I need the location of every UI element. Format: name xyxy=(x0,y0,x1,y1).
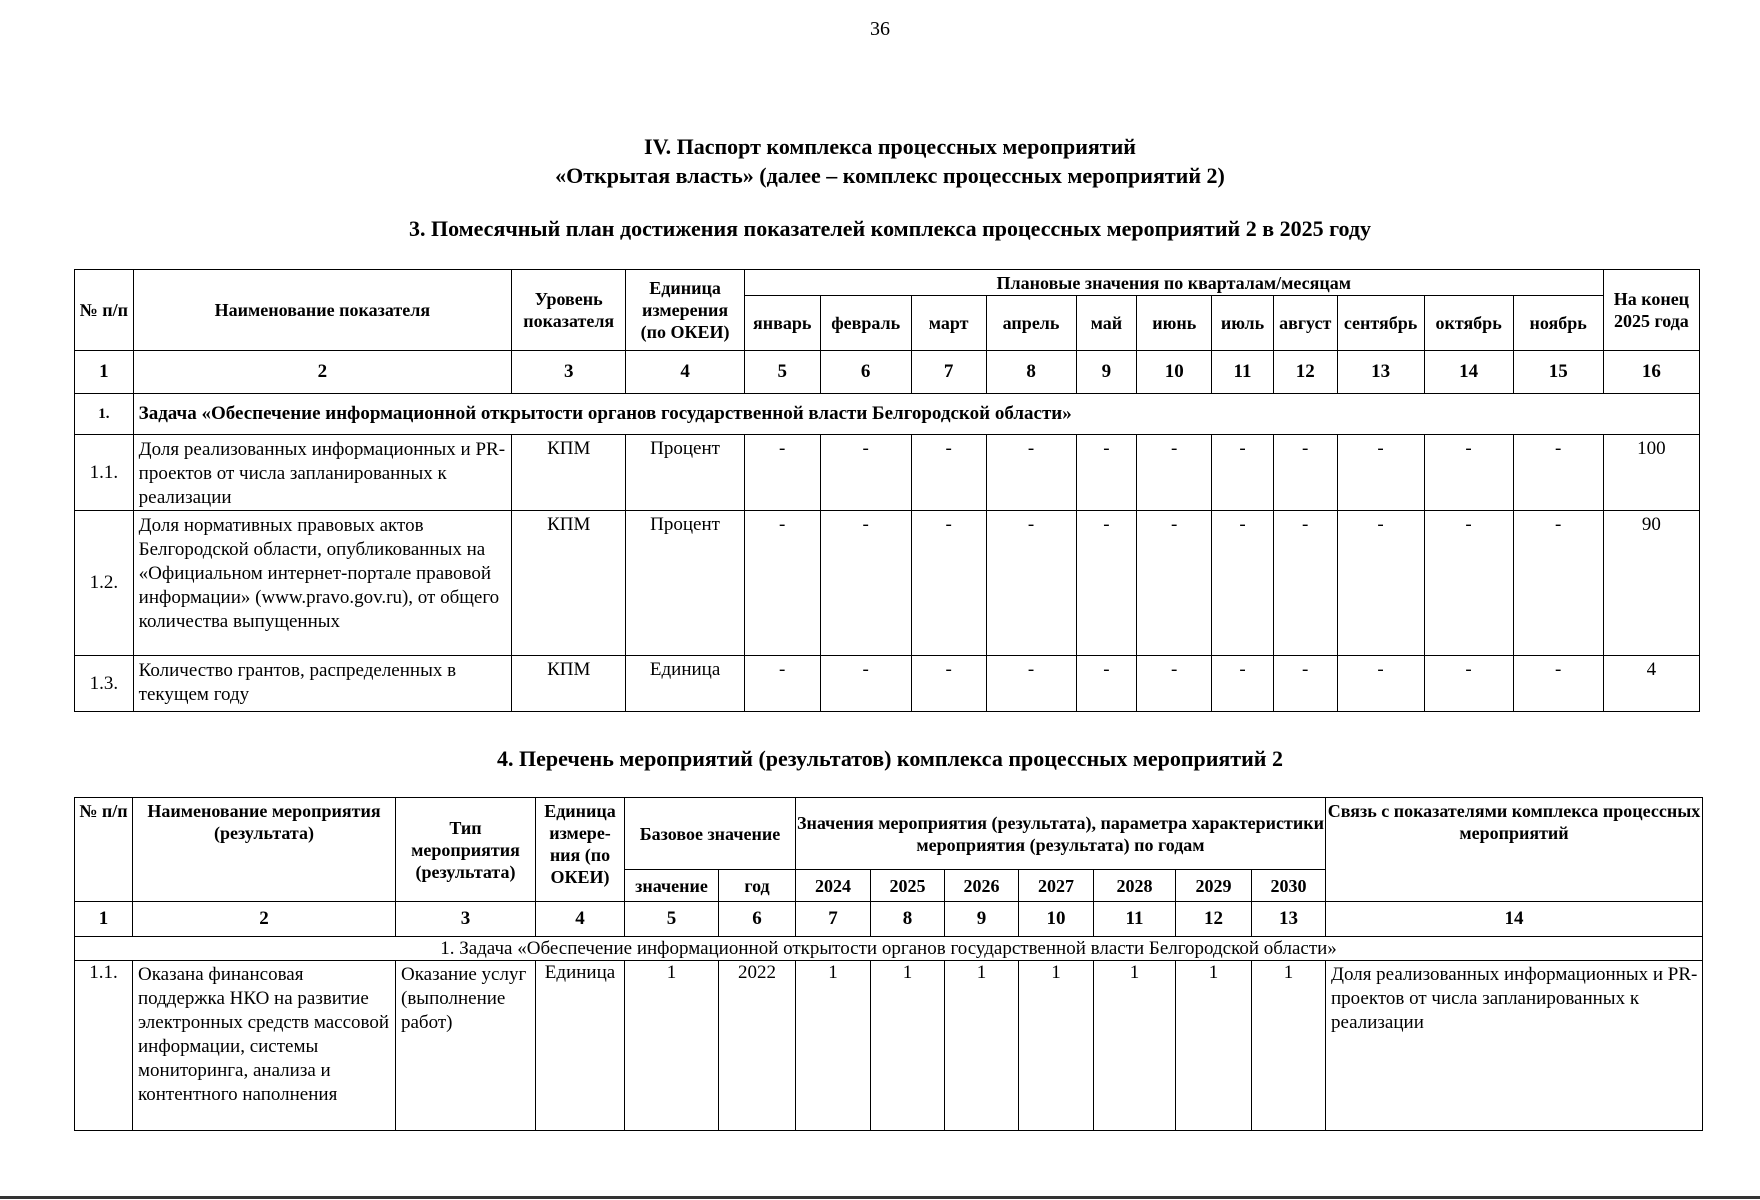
header-level: Уровень показателя xyxy=(512,270,626,351)
header-month: январь xyxy=(744,296,820,351)
header-year: 2029 xyxy=(1176,870,1252,902)
table-row xyxy=(75,511,1700,656)
month-value: - xyxy=(1212,511,1274,656)
month-value: - xyxy=(1076,656,1137,712)
column-number: 1 xyxy=(75,902,133,937)
column-number: 7 xyxy=(911,351,986,394)
month-value: - xyxy=(911,435,986,511)
header-planned-values: Плановые значения по кварталам/месяцам xyxy=(744,270,1603,296)
column-number: 8 xyxy=(871,902,945,937)
month-value: - xyxy=(1137,435,1212,511)
page-number: 36 xyxy=(870,18,890,40)
month-value: - xyxy=(1273,435,1337,511)
indicator-unit: Процент xyxy=(626,511,744,656)
header-month: июнь xyxy=(1137,296,1212,351)
month-value: - xyxy=(1212,435,1274,511)
column-number: 4 xyxy=(536,902,625,937)
section4-title: 4. Перечень мероприятий (результатов) комплекса процессных мероприятий 2 xyxy=(497,746,1283,771)
column-number: 9 xyxy=(1076,351,1137,394)
header-base-value-year: год xyxy=(719,870,796,902)
year-value: 1 xyxy=(1252,961,1326,1131)
header-activity-type: Тип мероприятия (результата) xyxy=(396,798,536,902)
month-value: - xyxy=(1424,435,1513,511)
passport-title-line2: «Открытая власть» (далее – комплекс процессных мероприятий 2) xyxy=(555,163,1225,188)
header-values-by-year: Значения мероприятия (результата), параметра характеристики мероприятия (результата) по годам xyxy=(796,798,1326,870)
column-number: 10 xyxy=(1019,902,1094,937)
column-number: 3 xyxy=(512,351,626,394)
month-value: - xyxy=(1076,511,1137,656)
column-number: 14 xyxy=(1424,351,1513,394)
month-value: - xyxy=(986,511,1076,656)
column-number: 6 xyxy=(719,902,796,937)
header-year: 2025 xyxy=(871,870,945,902)
month-value: - xyxy=(986,656,1076,712)
column-number: 12 xyxy=(1273,351,1337,394)
header-month: ноябрь xyxy=(1513,296,1603,351)
activity-name: Оказана финансовая поддержка НКО на развитие электронных средств массовой информации, системы мониторинга, анализа и контентного наполнения xyxy=(133,961,396,1131)
header-month: май xyxy=(1076,296,1137,351)
indicator-name: Количество грантов, распределенных в текущем году xyxy=(133,656,511,712)
header-indicator-link: Связь с показателями комплекса процессных мероприятий xyxy=(1326,798,1703,902)
header-unit: Единица измере-ния (по ОКЕИ) xyxy=(536,798,625,902)
passport-title-line1: IV. Паспорт комплекса процессных мероприятий xyxy=(644,134,1136,159)
month-value: - xyxy=(1137,656,1212,712)
header-year: 2027 xyxy=(1019,870,1094,902)
month-value: - xyxy=(744,656,820,712)
year-value: 1 xyxy=(796,961,871,1131)
header-activity-name: Наименование мероприятия (результата) xyxy=(133,798,396,902)
header-num: № п/п xyxy=(75,270,134,351)
header-month: апрель xyxy=(986,296,1076,351)
month-value: - xyxy=(744,511,820,656)
header-month: август xyxy=(1273,296,1337,351)
column-number: 4 xyxy=(626,351,744,394)
table-row xyxy=(75,656,1700,712)
column-number: 13 xyxy=(1337,351,1424,394)
column-number: 2 xyxy=(133,902,396,937)
header-month: февраль xyxy=(820,296,911,351)
month-value: - xyxy=(1273,511,1337,656)
year-value: 1 xyxy=(1176,961,1252,1131)
activity-type: Оказание услуг (выполнение работ) xyxy=(396,961,536,1131)
activity-unit: Единица xyxy=(536,961,625,1131)
column-number: 12 xyxy=(1176,902,1252,937)
indicator-level: КПМ xyxy=(512,435,626,511)
monthly-plan-table xyxy=(74,269,1700,712)
month-value: - xyxy=(820,435,911,511)
header-indicator-name: Наименование показателя xyxy=(133,270,511,351)
header-month: март xyxy=(911,296,986,351)
linked-indicator: Доля реализованных информационных и PR-проектов от числа запланированных к реализации xyxy=(1326,961,1703,1131)
indicator-level: КПМ xyxy=(512,511,626,656)
month-value: - xyxy=(1076,435,1137,511)
column-number: 7 xyxy=(796,902,871,937)
table-row xyxy=(75,961,1703,1131)
indicator-name: Доля реализованных информационных и PR-проектов от числа запланированных к реализации xyxy=(133,435,511,511)
header-year: 2030 xyxy=(1252,870,1326,902)
column-number: 11 xyxy=(1094,902,1176,937)
column-number: 15 xyxy=(1513,351,1603,394)
column-number: 5 xyxy=(744,351,820,394)
column-number: 2 xyxy=(133,351,511,394)
month-value: - xyxy=(911,656,986,712)
year-value: 1 xyxy=(1094,961,1176,1131)
year-value: 1 xyxy=(1019,961,1094,1131)
column-number: 10 xyxy=(1137,351,1212,394)
month-value: - xyxy=(820,656,911,712)
year-value: 1 xyxy=(945,961,1019,1131)
month-value: - xyxy=(1513,656,1603,712)
month-value: - xyxy=(1513,511,1603,656)
column-number: 1 xyxy=(75,351,134,394)
header-year: 2026 xyxy=(945,870,1019,902)
indicator-name: Доля нормативных правовых актов Белгородской области, опубликованных на «Официальном интернет-портале правовой информации» (www.pravo.gov.ru), от общего количества выпущенных xyxy=(133,511,511,656)
indicator-unit: Единица xyxy=(626,656,744,712)
row-number: 1.1. xyxy=(75,435,134,511)
column-number: 9 xyxy=(945,902,1019,937)
task-title: 1. Задача «Обеспечение информационной открытости органов государственной власти Белгородской области» xyxy=(75,937,1703,961)
month-value: - xyxy=(1337,511,1424,656)
header-month: октябрь xyxy=(1424,296,1513,351)
header-unit: Единица измерения (по ОКЕИ) xyxy=(626,270,744,351)
section3-title: 3. Помесячный план достижения показателей комплекса процессных мероприятий 2 в 2025 году xyxy=(408,216,1372,241)
year-end-value: 90 xyxy=(1603,511,1699,656)
month-value: - xyxy=(1337,435,1424,511)
row-number: 1.3. xyxy=(75,656,134,712)
month-value: - xyxy=(1513,435,1603,511)
month-value: - xyxy=(820,511,911,656)
header-month: сентябрь xyxy=(1337,296,1424,351)
month-value: - xyxy=(1424,656,1513,712)
indicator-unit: Процент xyxy=(626,435,744,511)
column-number: 6 xyxy=(820,351,911,394)
month-value: - xyxy=(1212,656,1274,712)
header-base-value: Базовое значение xyxy=(625,798,796,870)
column-number: 5 xyxy=(625,902,719,937)
task-number: 1. xyxy=(75,394,134,435)
month-value: - xyxy=(744,435,820,511)
column-number: 3 xyxy=(396,902,536,937)
month-value: - xyxy=(1273,656,1337,712)
column-number: 11 xyxy=(1212,351,1274,394)
month-value: - xyxy=(911,511,986,656)
indicator-level: КПМ xyxy=(512,656,626,712)
row-number: 1.1. xyxy=(75,961,133,1131)
header-base-value-value: значение xyxy=(625,870,719,902)
header-year: 2024 xyxy=(796,870,871,902)
column-number: 16 xyxy=(1603,351,1699,394)
table-row xyxy=(75,435,1700,511)
month-value: - xyxy=(1424,511,1513,656)
header-year: 2028 xyxy=(1094,870,1176,902)
row-number: 1.2. xyxy=(75,511,134,656)
bottom-divider xyxy=(0,1196,1760,1199)
task-title: Задача «Обеспечение информационной открытости органов государственной власти Белгородской области» xyxy=(133,394,1699,435)
month-value: - xyxy=(1337,656,1424,712)
year-end-value: 4 xyxy=(1603,656,1699,712)
base-year: 2022 xyxy=(719,961,796,1131)
header-num: № п/п xyxy=(75,798,133,902)
column-number: 14 xyxy=(1326,902,1703,937)
column-number: 8 xyxy=(986,351,1076,394)
month-value: - xyxy=(1137,511,1212,656)
base-value: 1 xyxy=(625,961,719,1131)
year-end-value: 100 xyxy=(1603,435,1699,511)
month-value: - xyxy=(986,435,1076,511)
header-month: июль xyxy=(1212,296,1274,351)
year-value: 1 xyxy=(871,961,945,1131)
column-number: 13 xyxy=(1252,902,1326,937)
header-year-end: На конец 2025 года xyxy=(1603,270,1699,351)
activities-table xyxy=(74,797,1703,1131)
